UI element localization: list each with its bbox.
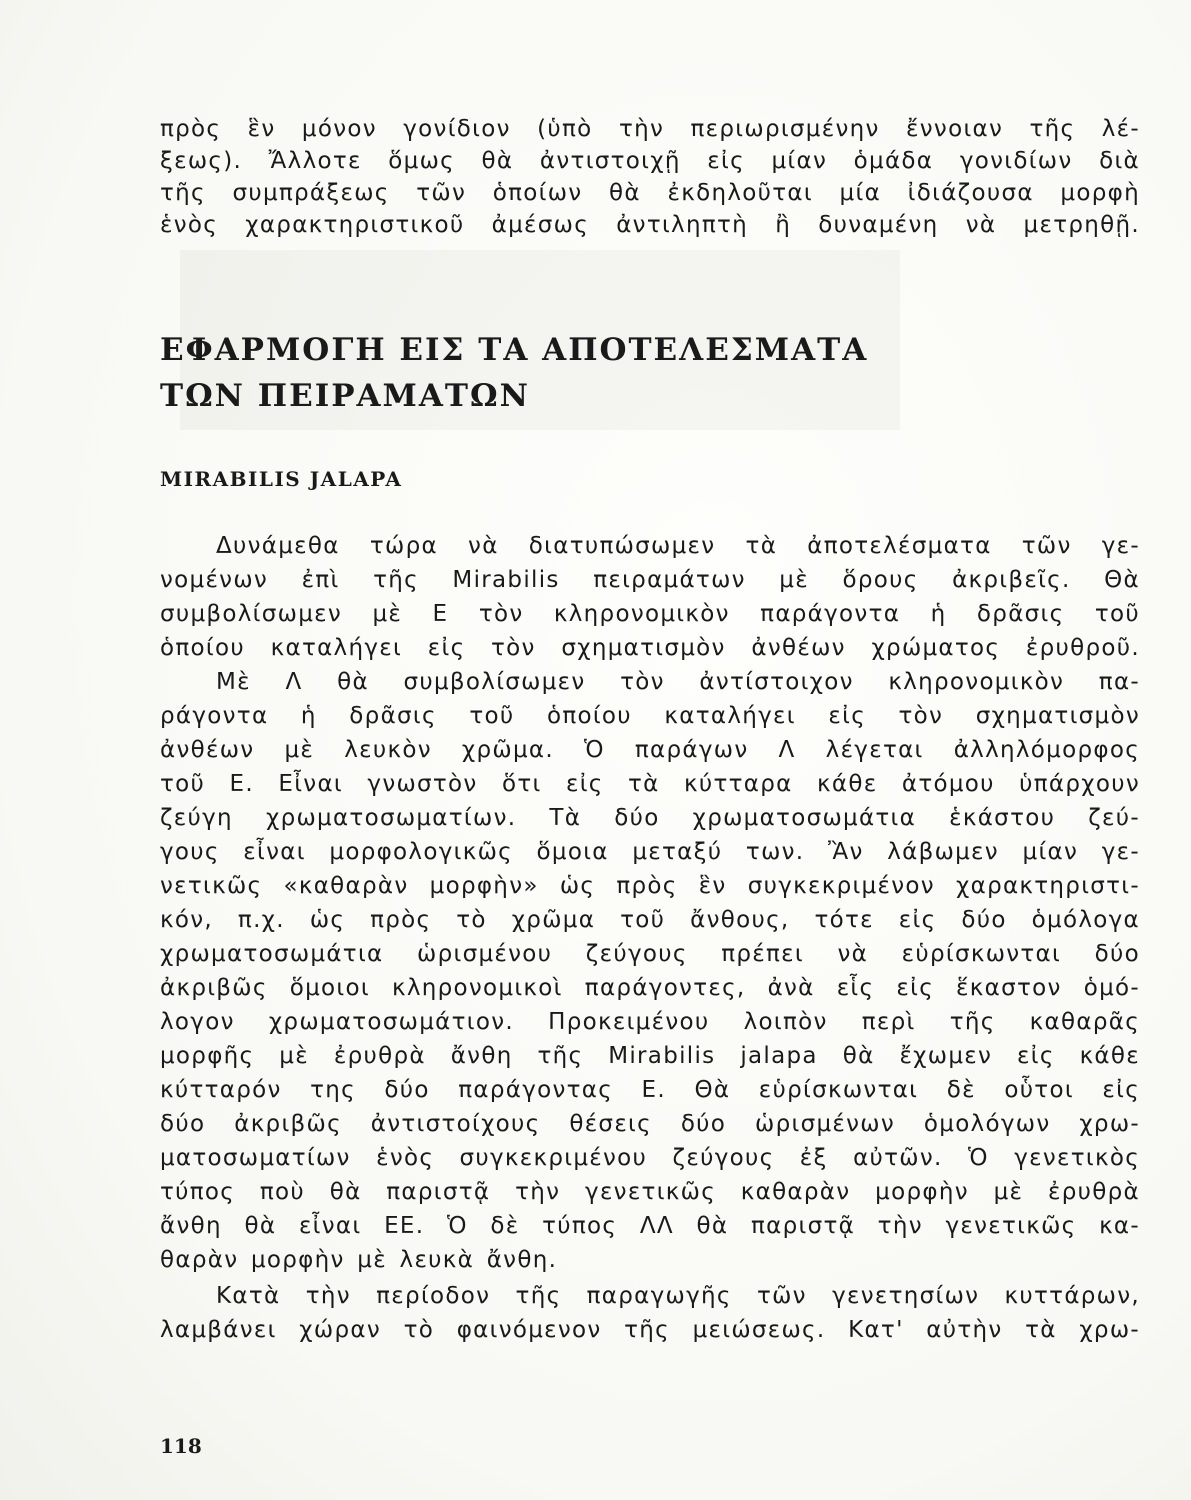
text-line: κόν, π.χ. ὡς πρὸς τὸ χρῶμα τοῦ ἄνθους, τότε εἰς δύο ὁμόλογα bbox=[160, 907, 1140, 933]
text-line: Δυνάμεθα τώρα νὰ διατυπώσωμεν τὰ ἀποτελέσματα τῶν γε- bbox=[216, 533, 1140, 559]
section-heading-line1: ΕΦΑΡΜΟΓΗ ΕΙΣ ΤΑ ΑΠΟΤΕΛΕΣΜΑΤΑ bbox=[160, 332, 869, 368]
text-line: κύτταρόν της δύο παράγοντας Ε. Θὰ εὑρίσκωνται δὲ οὗτοι εἰς bbox=[160, 1077, 1140, 1103]
text-line: ἑνὸς χαρακτηριστικοῦ ἀμέσως ἀντιληπτὴ ἢ δυναμένη νὰ μετρηθῇ. bbox=[160, 212, 1140, 238]
subsection-heading: MIRABILIS JALAPA bbox=[160, 467, 403, 491]
text-line: συμβολίσωμεν μὲ Ε τὸν κληρονομικὸν παράγοντα ἡ δρᾶσις τοῦ bbox=[160, 601, 1140, 627]
text-line: ζεύγη χρωματοσωματίων. Τὰ δύο χρωματοσωμάτια ἑκάστου ζεύ- bbox=[160, 805, 1140, 831]
text-line: νετικῶς «καθαρὰν μορφὴν» ὡς πρὸς ἓν συγκεκριμένον χαρακτηριστι- bbox=[160, 873, 1140, 899]
text-line: τῆς συμπράξεως τῶν ὁποίων θὰ ἐκδηλοῦται μία ἰδιάζουσα μορφὴ bbox=[160, 180, 1140, 206]
text-line: τοῦ Ε. Εἶναι γνωστὸν ὅτι εἰς τὰ κύτταρα κάθε ἀτόμου ὑπάρχουν bbox=[160, 771, 1140, 797]
text-line: χρωματοσωμάτια ὡρισμένου ζεύγους πρέπει νὰ εὑρίσκωνται δύο bbox=[160, 941, 1140, 967]
section-heading-line2: ΤΩΝ ΠΕΙΡΑΜΑΤΩΝ bbox=[160, 378, 530, 414]
text-line: ράγοντα ἡ δρᾶσις τοῦ ὁποίου καταλήγει εἰς τὸν σχηματισμὸν bbox=[160, 703, 1140, 729]
text-line: Κατὰ τὴν περίοδον τῆς παραγωγῆς τῶν γενετησίων κυττάρων, bbox=[216, 1283, 1140, 1309]
text-line: μορφῆς μὲ ἐρυθρὰ ἄνθη τῆς Mirabilis jalapa θὰ ἔχωμεν εἰς κάθε bbox=[160, 1043, 1140, 1069]
text-line: ξεως). Ἄλλοτε ὅμως θὰ ἀντιστοιχῇ εἰς μίαν ὁμάδα γονιδίων διὰ bbox=[160, 148, 1140, 174]
text-line: λαμβάνει χώραν τὸ φαινόμενον τῆς μειώσεως. Κατ' αὐτὴν τὰ χρω- bbox=[160, 1317, 1140, 1343]
text-line: Μὲ Λ θὰ συμβολίσωμεν τὸν ἀντίστοιχον κληρονομικὸν πα- bbox=[216, 669, 1140, 695]
text-line: ἄνθη θὰ εἶναι ΕΕ. Ὁ δὲ τύπος ΛΛ θὰ παριστᾷ τὴν γενετικῶς κα- bbox=[160, 1213, 1140, 1239]
text-line: τύπος ποὺ θὰ παριστᾷ τὴν γενετικῶς καθαρὰν μορφὴν μὲ ἐρυθρὰ bbox=[160, 1179, 1140, 1205]
text-line: ἀνθέων μὲ λευκὸν χρῶμα. Ὁ παράγων Λ λέγεται ἀλληλόμορφος bbox=[160, 737, 1140, 763]
text-line: γους εἶναι μορφολογικῶς ὅμοια μεταξύ των. Ἂν λάβωμεν μίαν γε- bbox=[160, 839, 1140, 865]
text-line: νομένων ἐπὶ τῆς Mirabilis πειραμάτων μὲ ὅρους ἀκριβεῖς. Θὰ bbox=[160, 567, 1140, 593]
text-line: ὁποίου καταλήγει εἰς τὸν σχηματισμὸν ἀνθέων χρώματος ἐρυθροῦ. bbox=[160, 635, 1140, 661]
text-line: δύο ἀκριβῶς ἀντιστοίχους θέσεις δύο ὡρισμένων ὁμολόγων χρω- bbox=[160, 1111, 1140, 1137]
text-line: ματοσωματίων ἑνὸς συγκεκριμένου ζεύγους ἐξ αὐτῶν. Ὁ γενετικὸς bbox=[160, 1145, 1140, 1171]
text-line: πρὸς ἓν μόνον γονίδιον (ὑπὸ τὴν περιωρισμένην ἔννοιαν τῆς λέ- bbox=[160, 116, 1140, 142]
text-line: λογον χρωματοσωμάτιον. Προκειμένου λοιπὸν περὶ τῆς καθαρᾶς bbox=[160, 1009, 1140, 1035]
text-line: ἀκριβῶς ὅμοιοι κληρονομικοὶ παράγοντες, ἀνὰ εἷς εἰς ἕκαστον ὁμό- bbox=[160, 975, 1140, 1001]
page-number: 118 bbox=[160, 1434, 202, 1458]
text-line: θαρὰν μορφὴν μὲ λευκὰ ἄνθη. bbox=[160, 1247, 558, 1273]
